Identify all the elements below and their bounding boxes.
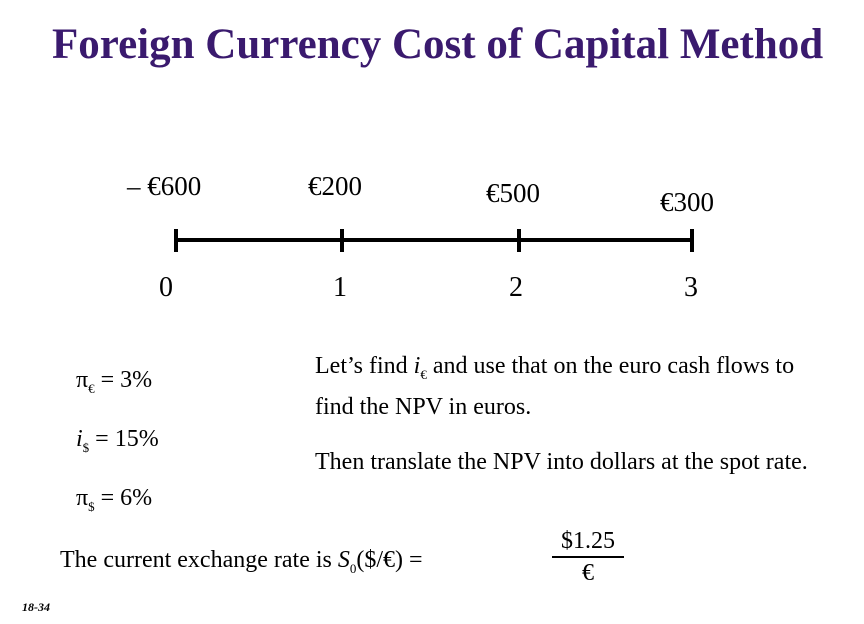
timeline-tick (517, 229, 521, 252)
slide-title: Foreign Currency Cost of Capital Method (52, 21, 824, 68)
timeline-axis (176, 238, 693, 242)
euro-inflation-rate: $\pi_€ = 3\%$ (76, 367, 153, 396)
fraction-bar (552, 556, 624, 558)
fraction-numerator: $1.25 (561, 528, 615, 554)
exchange-rate-text: The current exchange rate is $S_0(\$/€)$ = (60, 547, 423, 576)
period-label-1: 1 (333, 272, 347, 303)
cash-flow-1: €200 (308, 171, 362, 201)
period-label-0: 0 (159, 272, 173, 303)
exchange-rate-fraction (552, 527, 624, 587)
cash-flow-0: – €600 (127, 171, 202, 201)
period-label-3: 3 (684, 272, 698, 303)
dollar-inflation-rate: $\pi_{\$} = 6\%$ (76, 485, 153, 514)
cash-flow-2: €500 (486, 178, 540, 208)
fraction-denominator: € (582, 560, 594, 586)
translation-paragraph: Then translate the NPV into dollars at the spot rate. (315, 449, 808, 475)
dollar-interest-rate: $i_{\$} = 15\%$ (76, 426, 159, 455)
period-label-2: 2 (509, 272, 523, 303)
timeline-tick (174, 229, 178, 252)
slide-number: 18-34 (22, 600, 50, 614)
instruction-paragraph: Let’s find $i_€$ and use that on the euro cash flows to find the NPV in euros. (315, 353, 795, 420)
timeline-tick (340, 229, 344, 252)
timeline-tick (690, 229, 694, 252)
cash-flow-3: €300 (660, 187, 714, 217)
